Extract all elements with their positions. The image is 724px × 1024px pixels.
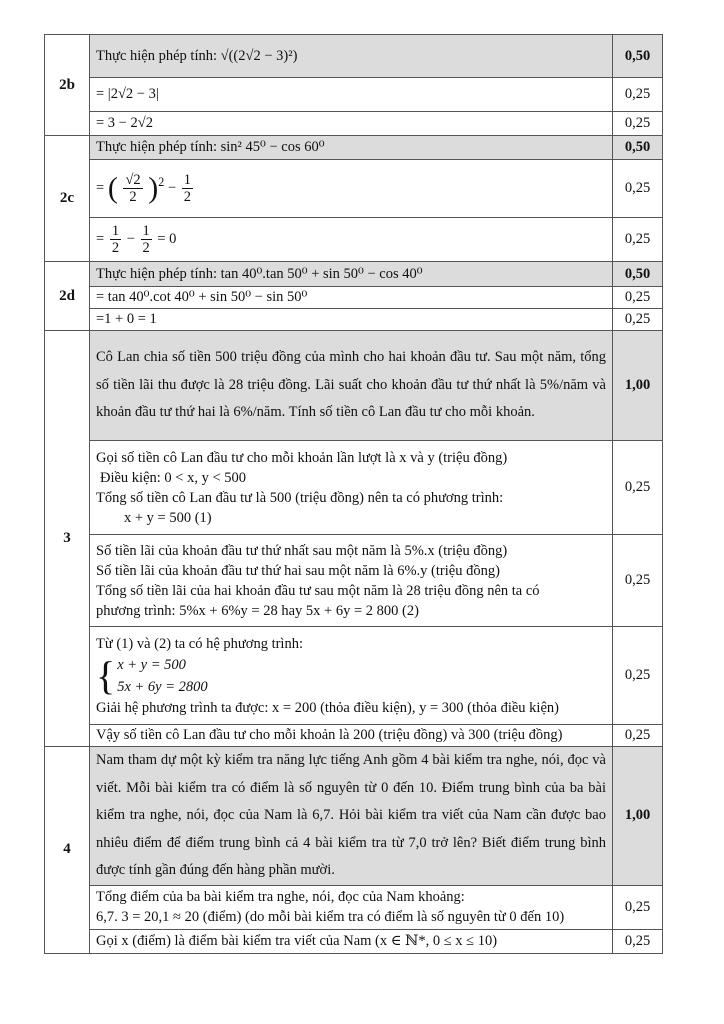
q2c-step2-num1: 1 [111, 223, 120, 239]
q2c-step1-exponent: 2 [158, 175, 165, 189]
q3-step2-line4: phương trình: 5%x + 6%y = 28 hay 5x + 6y = 2 800 (2) [96, 602, 419, 619]
q3-step1-line2: Điều kiện: 0 < x, y < 500 [100, 469, 247, 486]
q2b-step-row [45, 78, 663, 112]
q2c-header: Thực hiện phép tính: sin² 45⁰ − cos 60⁰ [90, 136, 613, 160]
q2b-header-score: 0,50 [613, 35, 663, 78]
q2d-step-1: = tan 40⁰.cot 40⁰ + sin 50⁰ − sin 50⁰ [90, 287, 613, 309]
q3-step1-line1: Gọi số tiền cô Lan đầu tư cho mỗi khoản lần lượt là x và y (triệu đồng) [96, 449, 508, 466]
question-id-2d: 2d [45, 262, 90, 331]
q2c-step-row [45, 160, 663, 218]
brace-icon: { [96, 652, 116, 698]
q4-step-2-score: 0,25 [613, 929, 663, 953]
q2c-header-row [45, 136, 663, 160]
q2d-step-row [45, 309, 663, 331]
q4-problem-score: 1,00 [613, 747, 663, 886]
q2c-step2-den2: 2 [142, 240, 150, 256]
answer-table [44, 34, 663, 954]
question-id-2c: 2c [45, 136, 90, 262]
paren-open: ( [107, 171, 118, 205]
q2c-step2-fraction-1 [110, 223, 121, 256]
q3-step-2 [90, 535, 613, 627]
q2c-step1-denominator: 2 [129, 189, 137, 205]
q3-step-row [45, 535, 663, 627]
q2c-step-1 [90, 160, 613, 218]
q3-step2-line3: Tổng số tiền lãi của hai khoản đầu tư sau một năm là 28 triệu đồng nên ta có [96, 582, 540, 599]
q4-step-2: Gọi x (điểm) là điểm bài kiểm tra viết của Nam (x ∈ ℕ*, 0 ≤ x ≤ 10) [90, 929, 613, 953]
q4-step1-line2: 6,7. 3 = 20,1 ≈ 20 (điểm) (do mỗi bài kiểm tra có điểm là số nguyên từ 0 đến 10) [96, 909, 565, 925]
q3-step-1-score: 0,25 [613, 441, 663, 535]
q2d-header-row [45, 262, 663, 287]
q3-step3-line1: Từ (1) và (2) ta có hệ phương trình: [96, 635, 303, 652]
q2c-step1-minus: − [167, 179, 177, 196]
q2c-step1-frac-num: 1 [183, 172, 192, 188]
question-id-3: 3 [45, 331, 90, 747]
q2c-step-row [45, 218, 663, 262]
q3-step2-line1: Số tiền lãi của khoản đầu tư thứ nhất sau một năm là 5%.x (triệu đồng) [96, 542, 508, 559]
q2d-step-2: =1 + 0 = 1 [90, 309, 613, 331]
equation-system [96, 654, 208, 698]
q2c-step1-frac-den: 2 [183, 189, 192, 205]
question-id-4: 4 [45, 747, 90, 954]
q2c-step1-fraction [123, 172, 142, 205]
q2c-step-1-score: 0,25 [613, 160, 663, 218]
q2b-step-row [45, 112, 663, 136]
q4-step-row [45, 885, 663, 929]
q4-problem: Nam tham dự một kỳ kiểm tra năng lực tiếng Anh gồm 4 bài kiểm tra nghe, nói, đọc và viết. Mỗi bài kiểm tra có điểm là số nguyên từ 0 đến 10. Điểm trung bình của ba bài kiểm tra nghe, nói, đọc của Nam là 6,7. Hỏi bài kiểm tra viết của Nam cần được bao nhiêu điểm để điểm trung bình cả 4 bài kiểm tra từ 7,0 trở lên? Biết điểm trung bình được tính gần đúng đến hàng phần mười. [90, 747, 613, 886]
q2d-step-1-score: 0,25 [613, 287, 663, 309]
q2c-step2-prefix: = [96, 230, 105, 247]
q2c-step2-fraction-2 [141, 223, 152, 256]
q2d-step-2-score: 0,25 [613, 309, 663, 331]
q2c-step2-num2: 1 [142, 223, 150, 239]
q3-step1-line3: Tổng số tiền cô Lan đầu tư là 500 (triệu đồng) nên ta có phương trình: [96, 489, 504, 506]
q4-problem-row [45, 747, 663, 886]
q4-step-1 [90, 885, 613, 929]
q3-step-3-score: 0,25 [613, 627, 663, 725]
q3-problem: Cô Lan chia số tiền 500 triệu đồng của mình cho hai khoản đầu tư. Sau một năm, tổng số tiền lãi thu được là 28 triệu đồng. Lãi suất cho khoản đầu tư thứ nhất là 5%/năm và khoản đầu tư thứ hai là 6%/năm. Tính số tiền cô Lan đầu tư cho mỗi khoản. [90, 331, 613, 441]
q2c-step-2 [90, 218, 613, 262]
q2b-header: Thực hiện phép tính: √((2√2 − 3)²) [90, 35, 613, 78]
q2b-step-2: = 3 − 2√2 [90, 112, 613, 136]
q2b-step-1: = |2√2 − 3| [90, 78, 613, 112]
q2b-step-1-score: 0,25 [613, 78, 663, 112]
q2c-step-2-score: 0,25 [613, 218, 663, 262]
system-eq-1: x + y = 500 [117, 656, 186, 673]
q3-step3-line2: Giải hệ phương trình ta được: x = 200 (thỏa điều kiện), y = 300 (thỏa điều kiện) [96, 699, 559, 716]
q3-step-2-score: 0,25 [613, 535, 663, 627]
q3-step-row [45, 725, 663, 747]
question-id-2b: 2b [45, 35, 90, 136]
q3-problem-score: 1,00 [613, 331, 663, 441]
q3-step-row [45, 627, 663, 725]
q2c-step1-numerator: √2 [125, 172, 141, 188]
q2c-step2-minus: − [126, 230, 135, 247]
q3-step-4-score: 0,25 [613, 725, 663, 747]
q2b-header-row [45, 35, 663, 78]
q4-step1-line1: Tổng điểm của ba bài kiểm tra nghe, nói, đọc của Nam khoảng: [96, 889, 465, 905]
q4-step-1-score: 0,25 [613, 885, 663, 929]
q2c-step2-den1: 2 [111, 240, 120, 256]
q3-step-1 [90, 441, 613, 535]
q2b-step-2-score: 0,25 [613, 112, 663, 136]
q3-step-4: Vậy số tiền cô Lan đầu tư cho mỗi khoản là 200 (triệu đồng) và 300 (triệu đồng) [90, 725, 613, 747]
q2c-step2-result: = 0 [157, 230, 177, 247]
q3-step-3 [90, 627, 613, 725]
q3-step2-line2: Số tiền lãi của khoản đầu tư thứ hai sau một năm là 6%.y (triệu đồng) [96, 562, 500, 579]
q3-step1-line4: x + y = 500 (1) [124, 509, 212, 526]
paren-close: ) [148, 171, 159, 205]
q2d-header-score: 0,50 [613, 262, 663, 287]
q2c-header-score: 0,50 [613, 136, 663, 160]
q3-problem-row [45, 331, 663, 441]
q3-step-row [45, 441, 663, 535]
q2d-step-row [45, 287, 663, 309]
system-eq-2: 5x + 6y = 2800 [117, 678, 208, 695]
q2c-step1-fraction-2 [182, 172, 193, 205]
q4-step-row [45, 929, 663, 953]
q2c-step1-prefix: = [96, 179, 105, 196]
q2d-header: Thực hiện phép tính: tan 40⁰.tan 50⁰ + sin 50⁰ − cos 40⁰ [90, 262, 613, 287]
